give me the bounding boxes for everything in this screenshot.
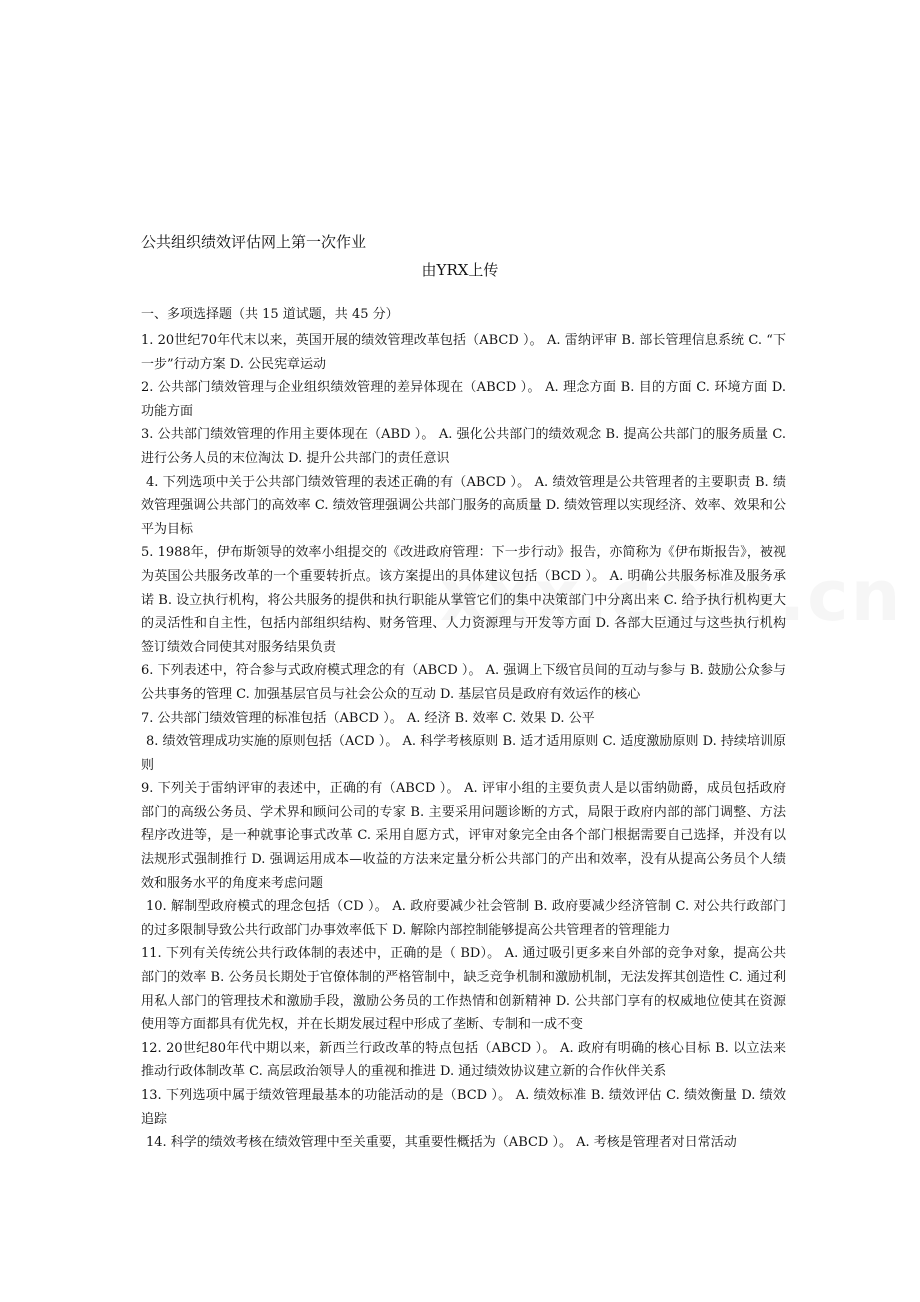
question-item: 1. 20世纪70年代末以来，英国开展的绩效管理改革包括（ABCD ）。 A. 雷纳评审 B. 部长管理信息系统 C. “下一步”行动方案 D. 公民宪章运动 [141, 333, 786, 372]
question-list [141, 329, 786, 1155]
document-subtitle: 由YRX上传 [421, 261, 499, 279]
question-item: 8. 绩效管理成功实施的原则包括（ACD ）。 A. 科学考核原则 B. 适才适用原则 C. 适度激励原则 D. 持续培训原则 [141, 734, 786, 773]
question-item: 9. 下列关于雷纳评审的表述中，正确的有（ABCD ）。 A. 评审小组的主要负责人是以雷纳勋爵，成员包括政府部门的高级公务员、学术界和顾问公司的专家 B. 主要采用问题诊断的方式，局限于政府内部的部门调整、方法程序改进等，是一种就事论事式改革 C. 采用自愿方式，评审对象完全由各个部门根据需要自己选择，并没有以法规形式强制推行 D. 强调运用成本—收益的方法来定量分析公共部门的产出和效率，没有从提高公务员个人绩效和服务水平的角度来考虑问题 [141, 781, 786, 891]
question-item: 10. 解制型政府模式的理念包括（CD ）。 A. 政府要减少社会管制 B. 政府要减少经济管制 C. 对公共行政部门的过多限制导致公共行政部门办事效率低下 D. 解除内部控制能够提高公共管理者的管理能力 [141, 899, 786, 938]
question-item: 2. 公共部门绩效管理与企业组织绩效管理的差异体现在（ABCD ）。 A. 理念方面 B. 目的方面 C. 环境方面 D. 功能方面 [141, 380, 786, 419]
question-item: 4. 下列选项中关于公共部门绩效管理的表述正确的有（ABCD ）。 A. 绩效管理是公共管理者的主要职责 B. 绩效管理强调公共部门的高效率 C. 绩效管理强调公共部门服务的高质量 D. 绩效管理以实现经济、效率、效果和公平为目标 [141, 474, 786, 537]
question-item: 12. 20世纪80年代中期以来，新西兰行政改革的特点包括（ABCD ）。 A. 政府有明确的核心目标 B. 以立法来推动行政体制改革 C. 高层政治领导人的重视和推进 D. 通过绩效协议建立新的合作伙伴关系 [141, 1040, 786, 1080]
question-item: 6. 下列表述中，符合参与式政府模式理念的有（ABCD ）。 A. 强调上下级官员间的互动与参与 B. 鼓励公众参与公共事务的管理 C. 加强基层官员与社会公众的互动 D. 基层官员是政府有效运作的核心 [141, 663, 786, 702]
question-item: 5. 1988年，伊布斯领导的效率小组提交的《改进政府管理：下一步行动》报告，亦简称为《伊布斯报告》，被视为英国公共服务改革的一个重要转折点。该方案提出的具体建议包括（BCD ）。 A. 明确公共服务标准及服务承诺 B. 设立执行机构，将公共服务的提供和执行职能从掌管它们的集中决策部门中分离出来 C. 给予执行机构更大的灵活性和自主性，包括内部组织结构、财务管理、人力资源理与开发等方面 D. 各部大臣通过与这些执行机构签订绩效合同使其对服务结果负责 [141, 545, 786, 655]
question-item: 3. 公共部门绩效管理的作用主要体现在（ABD ）。 A. 强化公共部门的绩效观念 B. 提高公共部门的服务质量 C. 进行公务人员的末位淘汰 D. 提升公共部门的责任意识 [141, 427, 786, 466]
section-heading: 一、多项选择题（共 15 道试题，共 45 分） [141, 307, 399, 322]
document-title: 公共组织绩效评估网上第一次作业 [141, 233, 367, 251]
question-item: 11. 下列有关传统公共行政体制的表述中，正确的是（ BD）。 A. 通过吸引更多来自外部的竞争对象，提高公共部门的效率 B. 公务员长期处于官僚体制的严格管制中，缺乏竞争机制和激励机制，无法发挥其创造性 C. 通过利用私人部门的管理技术和激励手段，激励公务员的工作热情和创新精神 D. 公共部门享有的权威地位使其在资源使用等方面都具有优先权，并在长期发展过程中形成了垄断、专制和一成不变 [141, 946, 786, 1033]
question-item: 13. 下列选项中属于绩效管理最基本的功能活动的是（BCD ）。 A. 绩效标准 B. 绩效评估 C. 绩效衡量 D. 绩效追踪 [141, 1088, 786, 1127]
question-item: 14. 科学的绩效考核在绩效管理中至关重要，其重要性概括为（ABCD ）。 A. 考核是管理者对日常活动 [146, 1135, 737, 1151]
question-item: 7. 公共部门绩效管理的标准包括（ABCD ）。 A. 经济 B. 效率 C. 效果 D. 公平 [141, 710, 595, 726]
